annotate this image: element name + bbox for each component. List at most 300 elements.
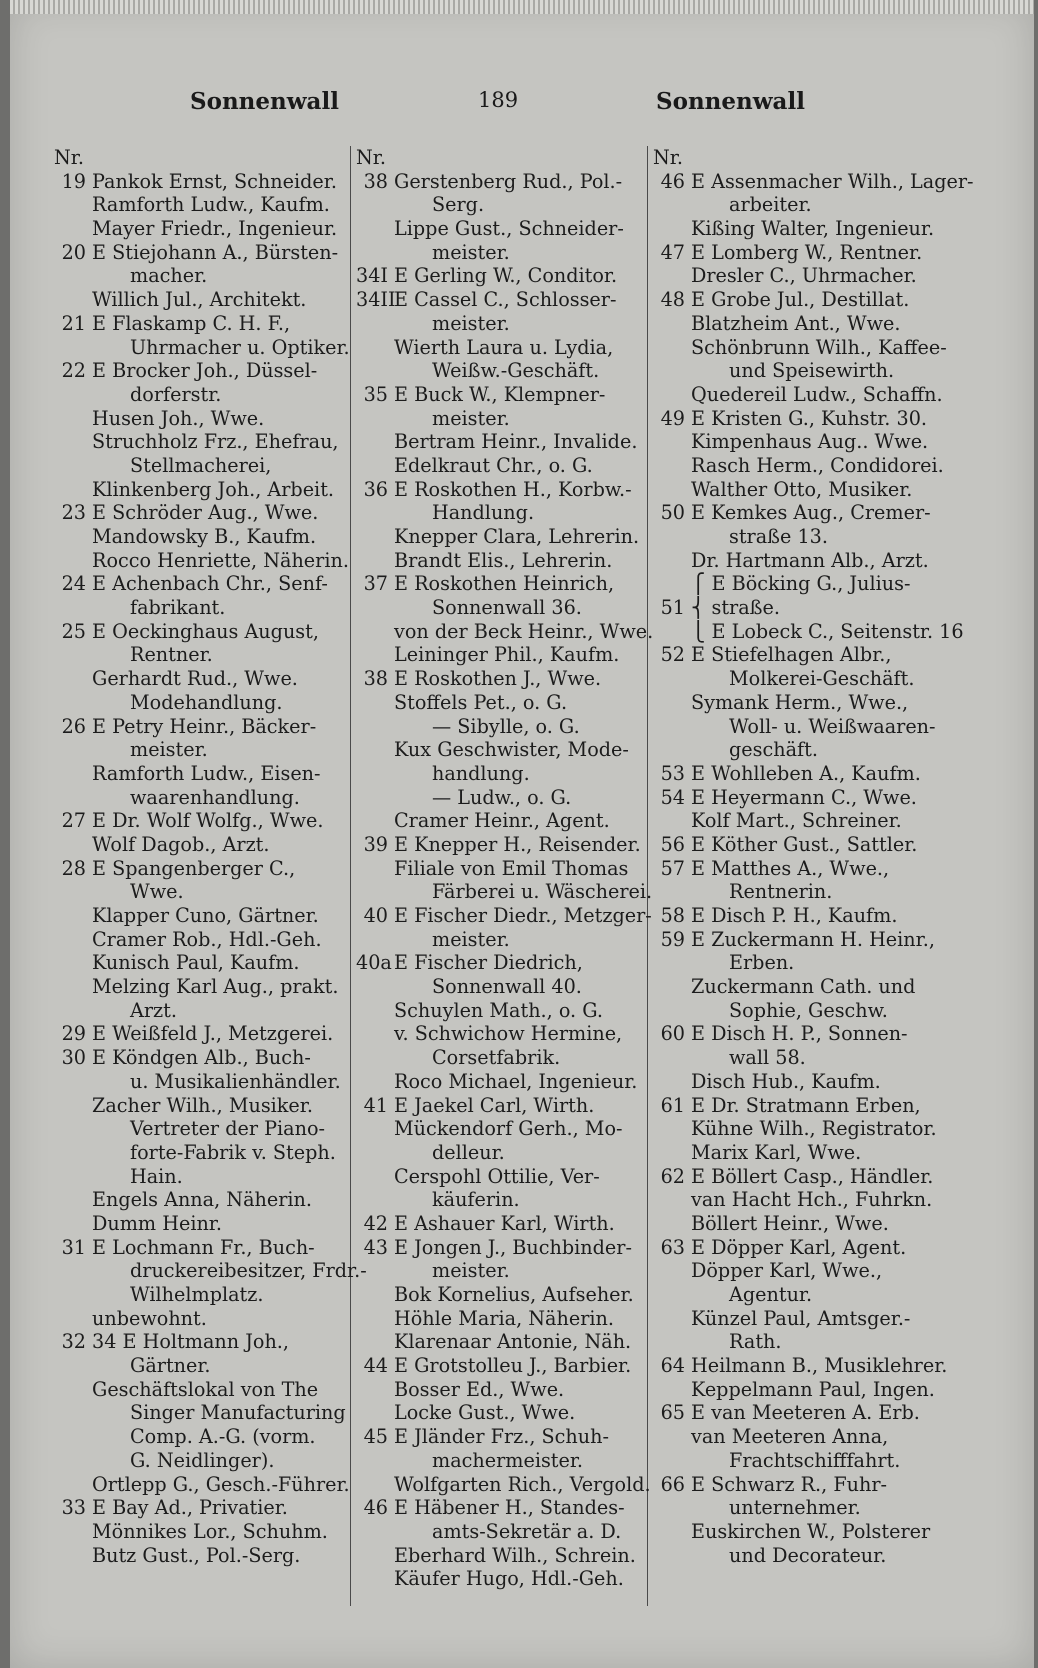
directory-entry [653,217,943,241]
house-number: 66 [660,1472,685,1496]
entry-text: E Spangenberger C., [92,856,296,880]
entry-text: Höhle Maria, Näherin. [394,1306,614,1330]
directory-entry [54,1401,344,1425]
directory-entry [356,1354,646,1378]
directory-page [10,0,1034,1668]
entry-text: Sonnenwall 40. [432,975,582,999]
directory-entry [54,548,349,573]
entry-text: E Döpper Karl, Agent. [691,1235,907,1259]
entry-text: — Sibylle, o. G. [432,714,580,738]
entry-text: Rocco Henriette, Näherin. [92,548,349,572]
entry-text: meister. [432,406,510,430]
entry-text: handlung. [432,761,530,785]
entry-text: meister. [432,927,510,951]
entry-text: E Buck W., Klempner- [394,382,606,406]
directory-entry [356,1165,646,1189]
directory-entry [54,288,344,312]
house-number: 39 [363,832,388,856]
directory-entry [356,264,646,288]
entry-text: Mönnikes Lor., Schuhm. [92,1519,328,1543]
directory-entry [653,1188,943,1212]
directory-entry [356,762,646,786]
entry-text: Erben. [729,951,795,975]
house-number: 62 [660,1164,685,1188]
entry-text: Stoffels Pet., o. G. [394,690,568,714]
directory-entry [653,1496,943,1520]
directory-entry [54,1046,344,1070]
entry-text: E Matthes A., Wwe., [691,856,890,880]
directory-entry [653,1520,943,1544]
directory-entry [653,383,943,407]
directory-entry [54,1472,350,1497]
entry-text: Rentnerin. [729,880,833,904]
directory-entry [356,430,646,454]
directory-entry [653,1473,943,1497]
entry-text: dorferstr. [130,382,222,406]
directory-entry [653,857,943,881]
entry-text: Edelkraut Chr., o. G. [394,453,593,477]
directory-entry [653,241,943,265]
directory-entry [356,1022,646,1046]
entry-text: Melzing Karl Aug., prakt. [92,975,339,999]
entry-text: Zacher Wilh., Musiker. [92,1093,313,1117]
entry-text: E Weißfeld J., Metzgerei. [92,1022,334,1046]
house-number: 36 [363,477,388,501]
directory-entry [54,904,344,928]
header-right-title: Sonnenwall [656,88,805,115]
directory-entry [653,691,943,715]
number-column-heading: Nr. [356,146,386,169]
directory-entry [653,1307,943,1331]
entry-text: van Meeteren Anna, [691,1425,889,1449]
directory-entry [54,857,344,881]
entry-text: E Assenmacher Wilh., Lager- [691,169,974,193]
entry-text: Singer Manufacturing [130,1401,346,1425]
house-number: 43 [363,1235,388,1259]
house-number: 44 [363,1354,388,1378]
directory-entry [54,1520,344,1544]
directory-entry [653,288,943,312]
number-column-heading: Nr. [54,146,84,169]
directory-entry [356,999,646,1023]
entry-text: Bertram Heinr., Invalide. [394,430,638,454]
directory-entry [653,928,943,952]
directory-entry [653,1046,943,1070]
entry-text: Engels Anna, Näherin. [92,1188,313,1212]
directory-entry [653,1425,943,1449]
entry-text: Wierth Laura u. Lydia, [394,335,614,359]
house-number: 37 [363,572,388,596]
directory-entry [356,809,646,833]
directory-entry [356,880,653,904]
directory-entry [54,809,344,833]
directory-entry [653,1544,943,1568]
directory-entry [54,241,344,265]
directory-entry [356,407,646,431]
entry-text: Gerstenberg Rud., Pol.- [394,169,623,193]
directory-entry [54,1283,344,1307]
entry-text: — Ludw., o. G. [432,785,572,809]
entry-text: Frachtschifffahrt. [729,1448,901,1472]
directory-entry [653,1283,943,1307]
directory-entry [356,1472,651,1497]
entry-text: van Hacht Hch., Fuhrkn. [691,1188,933,1212]
house-number: 48 [660,288,685,312]
directory-entry [356,1188,646,1212]
entry-text: ⎨ straße. [691,596,780,620]
directory-entry [54,1117,344,1141]
house-number: 61 [660,1093,685,1117]
directory-entry [54,928,344,952]
directory-entry [356,1567,646,1591]
entry-text: E van Meeteren A. Erb. [691,1401,920,1425]
directory-entry [54,1449,344,1473]
entry-text: E Jaekel Carl, Wirth. [394,1093,595,1117]
directory-entry [356,1117,646,1141]
entry-text: von der Beck Heinr., Wwe. [394,619,654,643]
entry-text: Roco Michael, Ingenieur. [394,1069,638,1093]
directory-entry [653,312,943,336]
directory-entry [653,193,943,217]
entry-text: Dresler C., Uhrmacher. [691,264,917,288]
entry-text: Rasch Herm., Condidorei. [691,453,944,477]
directory-entry [54,1544,344,1568]
entry-text: E Fischer Diedr., Metzger- [394,904,652,927]
house-number: 40a [356,951,392,975]
column-1 [54,146,367,1567]
directory-entry [54,383,344,407]
directory-entry [356,170,646,194]
directory-entry [54,525,344,549]
entry-text: Stellmacherei, [130,453,272,477]
directory-entry [356,336,646,360]
entry-text: E Roskothen Heinrich, [394,572,615,596]
entry-text: E Dr. Wolf Wolfg., Wwe. [92,809,324,833]
house-number: 24 [61,572,86,596]
entry-text: Kimpenhaus Aug.. Wwe. [691,430,929,454]
house-number: 65 [660,1401,685,1425]
directory-entry [54,691,344,715]
directory-entry [54,1236,344,1260]
directory-entry [653,454,943,478]
directory-entry [54,1022,344,1046]
entry-text: Leininger Phil., Kaufm. [394,643,620,667]
entry-text: Keppelmann Paul, Ingen. [691,1377,935,1401]
entry-text: Kunisch Paul, Kaufm. [92,951,300,975]
entry-text: Cerspohl Ottilie, Ver- [394,1164,600,1188]
directory-entry [54,359,344,383]
entry-text: Rentner. [130,643,213,667]
directory-entry [356,857,646,881]
entry-text: E Köther Gust., Sattler. [691,832,918,856]
entry-text: Geschäftslokal von The [92,1377,319,1401]
directory-entry [356,786,646,810]
entry-text: E Gerling W., Conditor. [394,264,618,288]
column-2 [356,146,654,1591]
column-divider [350,146,351,1606]
directory-entry [356,951,646,975]
directory-entry [356,1401,646,1425]
house-number: 29 [61,1022,86,1046]
directory-entry [653,1141,943,1165]
entry-text: Butz Gust., Pol.-Serg. [92,1543,301,1567]
directory-entry [54,1330,344,1354]
house-number: 19 [61,169,86,193]
directory-entry [356,1236,646,1260]
entry-text: Klarenaar Antonie, Näh. [394,1330,632,1354]
entry-text: Mückendorf Gerh., Mo- [394,1117,623,1141]
entry-text: Lippe Gust., Schneider- [394,217,624,241]
directory-entry [653,762,943,786]
house-number: 27 [61,809,86,833]
directory-entry [653,478,943,502]
directory-entry [54,1259,367,1283]
entry-text: Knepper Clara, Lehrerin. [394,525,640,548]
column-3 [653,146,974,1567]
house-number: 57 [660,856,685,880]
directory-entry [54,335,350,360]
entry-text: Handlung. [432,501,535,525]
house-number: 41 [363,1093,388,1117]
directory-entry [54,999,344,1023]
directory-entry [54,667,344,691]
entry-text: Wolf Dagob., Arzt. [92,832,270,856]
entry-text: E Bay Ad., Privatier. [92,1496,288,1520]
directory-entry [356,1544,646,1568]
directory-entry [54,430,344,454]
directory-entry [54,1141,344,1165]
directory-entry [653,619,964,644]
directory-entry [54,1070,344,1094]
directory-entry [356,738,646,762]
entry-text: forte-Fabrik v. Steph. [130,1140,336,1164]
entry-text: Locke Gust., Wwe. [394,1401,576,1425]
house-number: 35 [363,382,388,406]
directory-entry [54,1425,344,1449]
entry-text: Rath. [729,1330,782,1354]
directory-entry [54,1354,344,1378]
directory-entry [653,715,943,739]
entry-text: E Jländer Frz., Schuh- [394,1425,609,1449]
directory-entry [54,1307,344,1331]
directory-entry [653,1378,943,1402]
entry-text: Böllert Heinr., Wwe. [691,1211,889,1235]
directory-entry [54,1188,344,1212]
entry-text: Gerhardt Rud., Wwe. [92,667,298,691]
directory-entry [356,667,646,691]
directory-entry [54,880,344,904]
directory-entry [356,1070,646,1094]
directory-entry [54,193,344,217]
directory-entry [356,596,646,620]
entry-text: Woll- u. Weißwaaren- [729,714,936,738]
entry-text: käuferin. [432,1188,520,1212]
entry-text: Färberei u. Wäscherei. [432,880,653,904]
entry-text: Agentur. [729,1283,813,1306]
house-number: 52 [660,643,685,667]
directory-entry [356,1283,646,1307]
directory-entry [356,288,646,312]
entry-text: Disch Hub., Kaufm. [691,1069,881,1093]
entry-text: E Heyermann C., Wwe. [691,785,917,809]
directory-entry [356,146,646,170]
directory-entry [653,146,943,170]
entry-text: Mandowsky B., Kaufm. [92,525,317,548]
directory-entry [356,715,646,739]
directory-entry [356,1259,646,1283]
house-number: 60 [660,1022,685,1046]
directory-entry [653,1401,943,1425]
directory-entry [653,1094,943,1118]
entry-text: E Oeckinghaus August, [92,619,319,643]
entry-text: Schuylen Math., o. G. [394,998,604,1022]
directory-entry [356,241,646,265]
entry-text: E Grotstolleu J., Barbier. [394,1354,632,1378]
directory-entry [54,786,344,810]
entry-text: E Lochmann Fr., Buch- [92,1235,315,1259]
entry-text: E Achenbach Chr., Senf- [92,572,328,596]
entry-text: E Dr. Stratmann Erben, [691,1093,921,1117]
directory-entry [653,880,943,904]
page-top-edge [10,0,1034,14]
entry-text: Marix Karl, Wwe. [691,1140,862,1164]
house-number: 40 [363,904,388,927]
house-number: 47 [660,240,685,264]
entry-text: Gärtner. [130,1354,211,1378]
house-number: 59 [660,927,685,951]
entry-text: E Kemkes Aug., Cremer- [691,501,931,525]
entry-text: Ramforth Ludw., Eisen- [92,761,321,785]
directory-entry [54,312,344,336]
directory-entry [356,383,646,407]
directory-entry [54,833,344,857]
entry-text: E Roskothen H., Korbw.- [394,477,632,501]
directory-entry [653,1070,943,1094]
directory-entry [653,1354,948,1378]
directory-entry [54,715,344,739]
entry-text: Wilhelmplatz. [130,1283,264,1306]
directory-entry [356,975,646,999]
entry-text: Cramer Rob., Hdl.-Geh. [92,927,322,951]
entry-text: Klapper Cuno, Gärtner. [92,904,319,927]
directory-entry [653,1022,943,1046]
entry-text: Klinkenberg Joh., Arbeit. [92,477,335,501]
house-number: 46 [363,1496,388,1520]
entry-text: Kühne Wilh., Registrator. [691,1117,937,1141]
house-number: 26 [61,714,86,738]
directory-entry [653,833,943,857]
directory-entry [653,975,943,999]
directory-entry [54,146,344,170]
directory-entry [653,1330,943,1354]
directory-entry [653,549,943,573]
entry-text: E Wohlleben A., Kaufm. [691,761,921,785]
house-number: 25 [61,619,86,643]
directory-entry [356,1212,646,1236]
directory-entry [356,312,646,336]
entry-text: Döpper Karl, Wwe., [691,1259,883,1283]
entry-text: Struchholz Frz., Ehefrau, [92,430,339,454]
directory-entry [653,407,943,431]
house-number: 32 [61,1330,86,1354]
entry-text: Hain. [130,1164,183,1188]
directory-entry [54,454,344,478]
entry-text: E Köndgen Alb., Buch- [92,1046,311,1070]
entry-text: E Knepper H., Reisender. [394,832,641,856]
directory-entry [653,359,943,383]
directory-entry [356,904,652,928]
page-number: 189 [478,88,519,112]
entry-text: Bosser Ed., Wwe. [394,1377,565,1401]
entry-text: Vertreter der Piano- [130,1117,325,1141]
house-number: 30 [61,1046,86,1070]
entry-text: G. Neidlinger). [130,1448,275,1472]
directory-entry [54,1496,344,1520]
directory-entry [356,928,646,952]
directory-entry [653,999,943,1023]
directory-entry [356,359,646,383]
house-number: 38 [363,169,388,193]
entry-text: meister. [432,240,510,264]
house-number: 54 [660,785,685,809]
house-number: 53 [660,761,685,785]
entry-text: meister. [432,1259,510,1283]
entry-text: macher. [130,264,208,288]
entry-text: Comp. A.-G. (vorm. [130,1425,316,1449]
entry-text: Ramforth Ludw., Kaufm. [92,193,330,217]
entry-text: Willich Jul., Architekt. [92,288,307,312]
directory-entry [356,549,646,573]
directory-entry [356,1330,646,1354]
entry-text: straße 13. [729,525,828,548]
entry-text: Modehandlung. [130,690,283,714]
entry-text: E Flaskamp C. H. F., [92,311,291,335]
directory-entry [54,643,344,667]
directory-entry [54,1212,344,1236]
entry-text: Schönbrunn Wilh., Kaffee- [691,335,947,359]
entry-text: E Disch H. P., Sonnen- [691,1022,908,1046]
entry-text: E Jongen J., Buchbinder- [394,1235,632,1259]
directory-entry [54,170,344,194]
directory-entry [653,572,943,596]
directory-entry [54,478,344,502]
entry-text: Kißing Walter, Ingenieur. [691,217,935,241]
entry-text: E Kristen G., Kuhstr. 30. [691,406,928,430]
directory-entry [356,691,646,715]
house-number: 22 [61,359,86,383]
directory-entry [653,951,943,975]
directory-entry [54,596,344,620]
directory-entry [54,501,344,525]
house-number: 42 [363,1211,388,1235]
entry-text: E Lomberg W., Rentner. [691,240,923,264]
entry-text: Molkerei-Geschäft. [729,667,915,691]
entry-text: E Zuckermann H. Heinr., [691,927,935,951]
directory-entry [356,1378,646,1402]
directory-entry [54,572,344,596]
house-number: 63 [660,1235,685,1259]
entry-text: E Schröder Aug., Wwe. [92,501,319,525]
entry-text: Kolf Mart., Schreiner. [691,809,902,833]
directory-entry [653,1117,943,1141]
directory-entry [653,501,943,525]
directory-entry [356,501,646,525]
entry-text: Mayer Friedr., Ingenieur. [92,217,338,241]
directory-entry [653,809,943,833]
house-number: 50 [660,501,685,525]
entry-text: arbeiter. [729,193,812,217]
directory-entry [356,1520,646,1544]
